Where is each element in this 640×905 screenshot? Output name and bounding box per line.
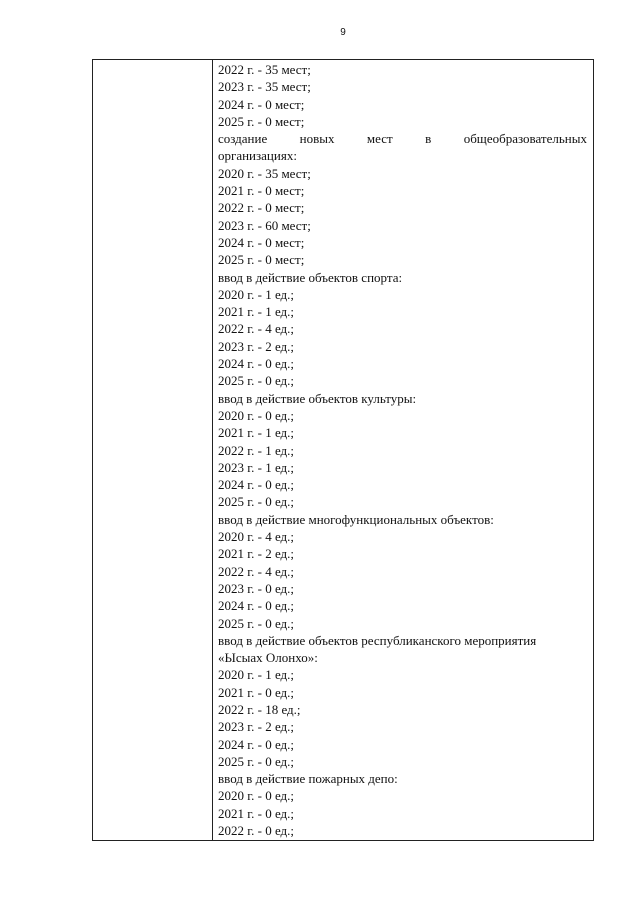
table-text-line: 2023 г. - 1 ед.;: [218, 459, 295, 475]
table-text-line: 2020 г. - 35 мест;: [218, 165, 311, 181]
table-text-line: 2020 г. - 0 ед.;: [218, 407, 295, 423]
table-text-line: 2025 г. - 0 ед.;: [218, 494, 295, 510]
table-text-line: 2020 г. - 1 ед.;: [218, 286, 295, 302]
table-text-line: 2025 г. - 0 ед.;: [218, 373, 295, 389]
table-text-line: 2021 г. - 0 ед.;: [218, 805, 295, 821]
table-text-line: 2022 г. - 0 ед.;: [218, 823, 295, 839]
table-text-line: ввод в действие объектов республиканского мероприятия: [218, 632, 537, 648]
table-text-line: 2023 г. - 2 ед.;: [218, 338, 295, 354]
table-text-line: 2023 г. - 2 ед.;: [218, 719, 295, 735]
table-text-line: 2022 г. - 35 мест;: [218, 62, 311, 77]
table-text-line: создание новых мест в общеобразовательных: [218, 131, 587, 147]
table-text-line: 2024 г. - 0 ед.;: [218, 736, 295, 752]
table-text-line: 2023 г. - 35 мест;: [218, 79, 311, 95]
table-text-line: 2025 г. - 0 ед.;: [218, 753, 295, 769]
table-text-line: ввод в действие объектов спорта:: [218, 269, 403, 285]
table-text-line: 2020 г. - 0 ед.;: [218, 788, 295, 804]
table-text-line: 2024 г. - 0 ед.;: [218, 598, 295, 614]
table-text-line: 2023 г. - 60 мест;: [218, 217, 311, 233]
table-text-line: 2021 г. - 1 ед.;: [218, 425, 295, 441]
table-text-line: 2022 г. - 18 ед.;: [218, 701, 301, 717]
table-text-line: 2022 г. - 4 ед.;: [218, 563, 295, 579]
table-text-line: 2022 г. - 0 мест;: [218, 200, 305, 216]
table-text-line: 2023 г. - 0 ед.;: [218, 580, 295, 596]
table-text-line: 2025 г. - 0 мест;: [218, 113, 305, 129]
table-text-line: 2021 г. - 0 мест;: [218, 183, 305, 199]
table-text-line: 2024 г. - 0 ед.;: [218, 356, 295, 372]
table-text-line: организациях:: [218, 148, 297, 164]
table-text-line: 2021 г. - 2 ед.;: [218, 546, 295, 562]
table-text-line: 2021 г. - 0 ед.;: [218, 684, 295, 700]
table-text-line: ввод в действие объектов культуры:: [218, 390, 417, 406]
table-text-line: 2025 г. - 0 ед.;: [218, 615, 295, 631]
table-text-line: 2021 г. - 1 ед.;: [218, 304, 295, 320]
table-text-line: 2022 г. - 4 ед.;: [218, 321, 295, 337]
table-text-line: 2020 г. - 1 ед.;: [218, 667, 295, 683]
table-text-line: 2024 г. - 0 мест;: [218, 96, 305, 112]
table-text-line: 2024 г. - 0 ед.;: [218, 477, 295, 493]
table-text-line: 2025 г. - 0 мест;: [218, 252, 305, 268]
table-left-cell: [93, 60, 213, 840]
table-text-line: 2024 г. - 0 мест;: [218, 234, 305, 250]
table-text-line: 2022 г. - 1 ед.;: [218, 442, 295, 458]
table-right-cell: [218, 61, 587, 839]
table-text-line: ввод в действие пожарных депо:: [218, 771, 398, 787]
table-text-line: 2020 г. - 4 ед.;: [218, 529, 295, 545]
page-number: 9: [340, 27, 346, 38]
table-text-line: ввод в действие многофункциональных объектов:: [218, 511, 494, 527]
document-table: [92, 59, 594, 841]
table-text-line: «Ысыах Олонхо»:: [218, 650, 318, 666]
